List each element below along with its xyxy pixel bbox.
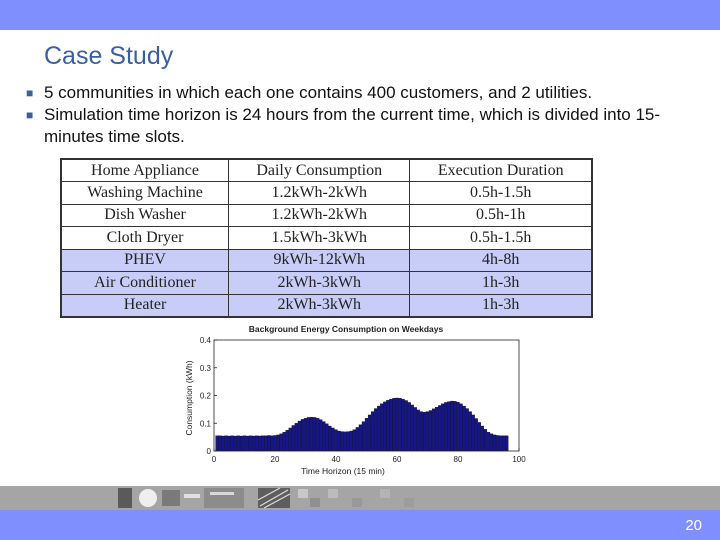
bar xyxy=(393,398,396,451)
bar xyxy=(295,423,298,451)
bar xyxy=(332,428,335,451)
x-tick-label: 0 xyxy=(211,455,217,464)
bar xyxy=(496,435,499,451)
x-tick-label: 60 xyxy=(392,455,402,464)
table-cell: Dish Washer xyxy=(61,204,229,227)
table-cell: 1h-3h xyxy=(410,294,592,317)
bar xyxy=(261,436,264,451)
chart-title: Background Energy Consumption on Weekdays xyxy=(248,324,444,334)
bar xyxy=(423,412,426,451)
bar xyxy=(414,407,417,451)
bullet-marker-icon: ■ xyxy=(26,86,34,100)
bar xyxy=(454,401,457,451)
x-tick-label: 40 xyxy=(331,455,341,464)
background-consumption-chart xyxy=(180,318,540,480)
bar xyxy=(484,429,487,451)
bar xyxy=(359,425,362,451)
bar xyxy=(444,402,447,451)
table-cell: Heater xyxy=(61,294,229,317)
bar xyxy=(383,402,386,451)
bar xyxy=(450,401,453,451)
bar xyxy=(405,401,408,452)
bar xyxy=(234,436,237,451)
bar xyxy=(304,418,307,451)
bar xyxy=(328,426,331,451)
y-tick-label: 0 xyxy=(206,447,211,456)
bar xyxy=(356,427,359,451)
bar xyxy=(469,412,472,451)
table-row xyxy=(61,272,592,295)
table-cell: Air Conditioner xyxy=(61,272,229,295)
table-cell: Washing Machine xyxy=(61,182,229,205)
bar xyxy=(222,436,225,451)
bullet-marker-icon: ■ xyxy=(26,108,34,122)
bar xyxy=(298,421,301,451)
bar xyxy=(377,406,380,451)
bar xyxy=(216,436,219,451)
bar xyxy=(249,436,252,451)
table-row xyxy=(61,294,592,317)
bar xyxy=(505,436,508,451)
bar xyxy=(231,436,234,451)
top-band xyxy=(0,0,720,30)
table-cell: 9kWh-12kWh xyxy=(229,249,410,272)
table-cell: 2kWh-3kWh xyxy=(229,272,410,295)
bar xyxy=(252,436,255,451)
bar xyxy=(402,399,405,451)
bar xyxy=(396,398,399,451)
bar xyxy=(438,405,441,451)
bullet-item xyxy=(26,82,716,104)
bar xyxy=(219,436,222,451)
table-cell: 0.5h-1h xyxy=(410,204,592,227)
bar xyxy=(389,399,392,451)
bar xyxy=(322,422,325,451)
bar xyxy=(271,436,274,451)
table-header-row xyxy=(61,159,592,182)
table-row xyxy=(61,182,592,205)
slide-title: Case Study xyxy=(44,42,174,70)
bar xyxy=(301,419,304,451)
column-header: Execution Duration xyxy=(410,159,592,182)
bar xyxy=(228,436,231,451)
bar xyxy=(426,412,429,451)
bar xyxy=(258,436,261,451)
bar xyxy=(243,436,246,451)
bottom-band xyxy=(0,510,720,540)
bar xyxy=(432,409,435,451)
bar-series xyxy=(216,398,509,451)
bar xyxy=(420,412,423,451)
table-row xyxy=(61,204,592,227)
bar xyxy=(490,434,493,451)
bar xyxy=(380,404,383,451)
bar xyxy=(362,422,365,451)
bar xyxy=(374,409,377,451)
bar xyxy=(481,426,484,451)
table-cell: PHEV xyxy=(61,249,229,272)
bar xyxy=(365,418,368,451)
bar xyxy=(472,415,475,451)
page-number: 20 xyxy=(685,517,702,534)
bar xyxy=(408,402,411,451)
table-row xyxy=(61,227,592,250)
x-axis-label: Time Horizon (15 min) xyxy=(301,466,385,476)
column-header: Daily Consumption xyxy=(229,159,410,182)
bar xyxy=(289,428,292,451)
y-tick-label: 0.1 xyxy=(199,419,211,429)
bar xyxy=(417,410,420,451)
y-tick-label: 0.3 xyxy=(199,363,211,373)
table-cell: 1.2kWh-2kWh xyxy=(229,182,410,205)
bar xyxy=(344,432,347,451)
table-cell: 1.5kWh-3kWh xyxy=(229,227,410,250)
bar xyxy=(280,434,283,451)
bar xyxy=(411,405,414,451)
table-cell: 0.5h-1.5h xyxy=(410,182,592,205)
bar xyxy=(313,417,316,451)
bullet-list xyxy=(26,82,716,148)
bar xyxy=(319,420,322,451)
bar xyxy=(353,430,356,451)
bar xyxy=(487,432,490,451)
bar xyxy=(307,417,310,451)
bar xyxy=(386,400,389,451)
table-cell: 2kWh-3kWh xyxy=(229,294,410,317)
appliance-table xyxy=(60,158,593,318)
bar xyxy=(255,436,258,451)
bullet-text: 5 communities in which each one contains 400 customers, and 2 utilities. xyxy=(44,83,593,102)
bar xyxy=(447,402,450,451)
y-axis-label: Consumption (kWh) xyxy=(184,360,194,436)
table-cell: Cloth Dryer xyxy=(61,227,229,250)
y-tick-label: 0.4 xyxy=(199,336,211,345)
table-cell: 0.5h-1.5h xyxy=(410,227,592,250)
table-row xyxy=(61,249,592,272)
bullet-item xyxy=(26,104,716,148)
bar xyxy=(341,432,344,451)
bar xyxy=(264,436,267,451)
bar xyxy=(237,436,240,451)
bar xyxy=(325,424,328,451)
table-cell: 1.2kWh-2kWh xyxy=(229,204,410,227)
bar xyxy=(335,430,338,451)
bar xyxy=(399,398,402,451)
bar xyxy=(466,409,469,451)
bar xyxy=(475,419,478,451)
bar xyxy=(338,431,341,451)
bar xyxy=(493,435,496,451)
bar xyxy=(350,431,353,451)
bar xyxy=(246,436,249,451)
bar xyxy=(286,430,289,451)
bar xyxy=(371,412,374,451)
bar xyxy=(292,425,295,451)
bar xyxy=(460,404,463,451)
table-cell: 1h-3h xyxy=(410,272,592,295)
y-tick-label: 0.2 xyxy=(199,391,211,401)
bar xyxy=(502,436,505,451)
bar xyxy=(478,422,481,451)
x-tick-label: 100 xyxy=(512,455,526,464)
bar xyxy=(457,402,460,451)
bar xyxy=(277,435,280,451)
bar xyxy=(225,436,228,451)
x-tick-label: 20 xyxy=(270,455,280,464)
bullet-text: Simulation time horizon is 24 hours from the current time, which is divided into 15-minutes time slots. xyxy=(44,105,661,146)
bar xyxy=(283,432,286,451)
bar xyxy=(240,436,243,451)
bar xyxy=(368,415,371,451)
bar xyxy=(429,410,432,451)
bar xyxy=(499,436,502,451)
x-tick-label: 80 xyxy=(453,455,463,464)
table-cell: 4h-8h xyxy=(410,249,592,272)
column-header: Home Appliance xyxy=(61,159,229,182)
bar xyxy=(316,418,319,451)
bar xyxy=(310,417,313,451)
bar xyxy=(441,404,444,451)
bar xyxy=(267,435,270,451)
bar xyxy=(435,407,438,451)
decorative-tech-banner-icon xyxy=(112,486,432,510)
bar xyxy=(347,432,350,451)
bar xyxy=(463,406,466,451)
